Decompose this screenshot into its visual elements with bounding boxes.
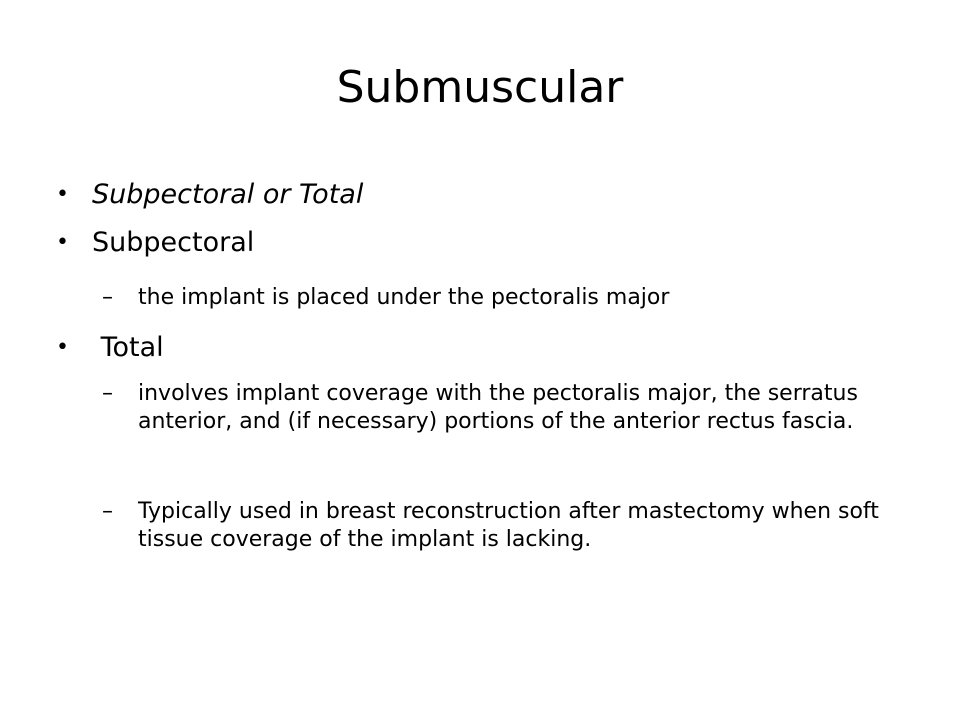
sub-item-text: involves implant coverage with the pectoralis major, the serratus anterior, and (if necessary) portions of the anterior rectus fascia.: [138, 381, 858, 434]
bullet-marker: •: [56, 182, 69, 207]
sub-item-text: the implant is placed under the pectoralis major: [138, 285, 670, 310]
dash-marker: –: [102, 381, 113, 406]
dash-marker: –: [102, 285, 113, 310]
sub-item-text: Typically used in breast reconstruction after mastectomy when soft tissue coverage of the implant is lacking.: [138, 499, 879, 552]
dash-marker: –: [102, 499, 113, 524]
slide-title: Submuscular: [336, 62, 624, 113]
bullet-text: Subpectoral or Total: [92, 179, 364, 210]
bullet-text: Total: [92, 332, 164, 363]
bullet-marker: •: [56, 335, 69, 360]
bullet-marker: •: [56, 230, 69, 255]
bullet-text: Subpectoral: [92, 227, 255, 258]
